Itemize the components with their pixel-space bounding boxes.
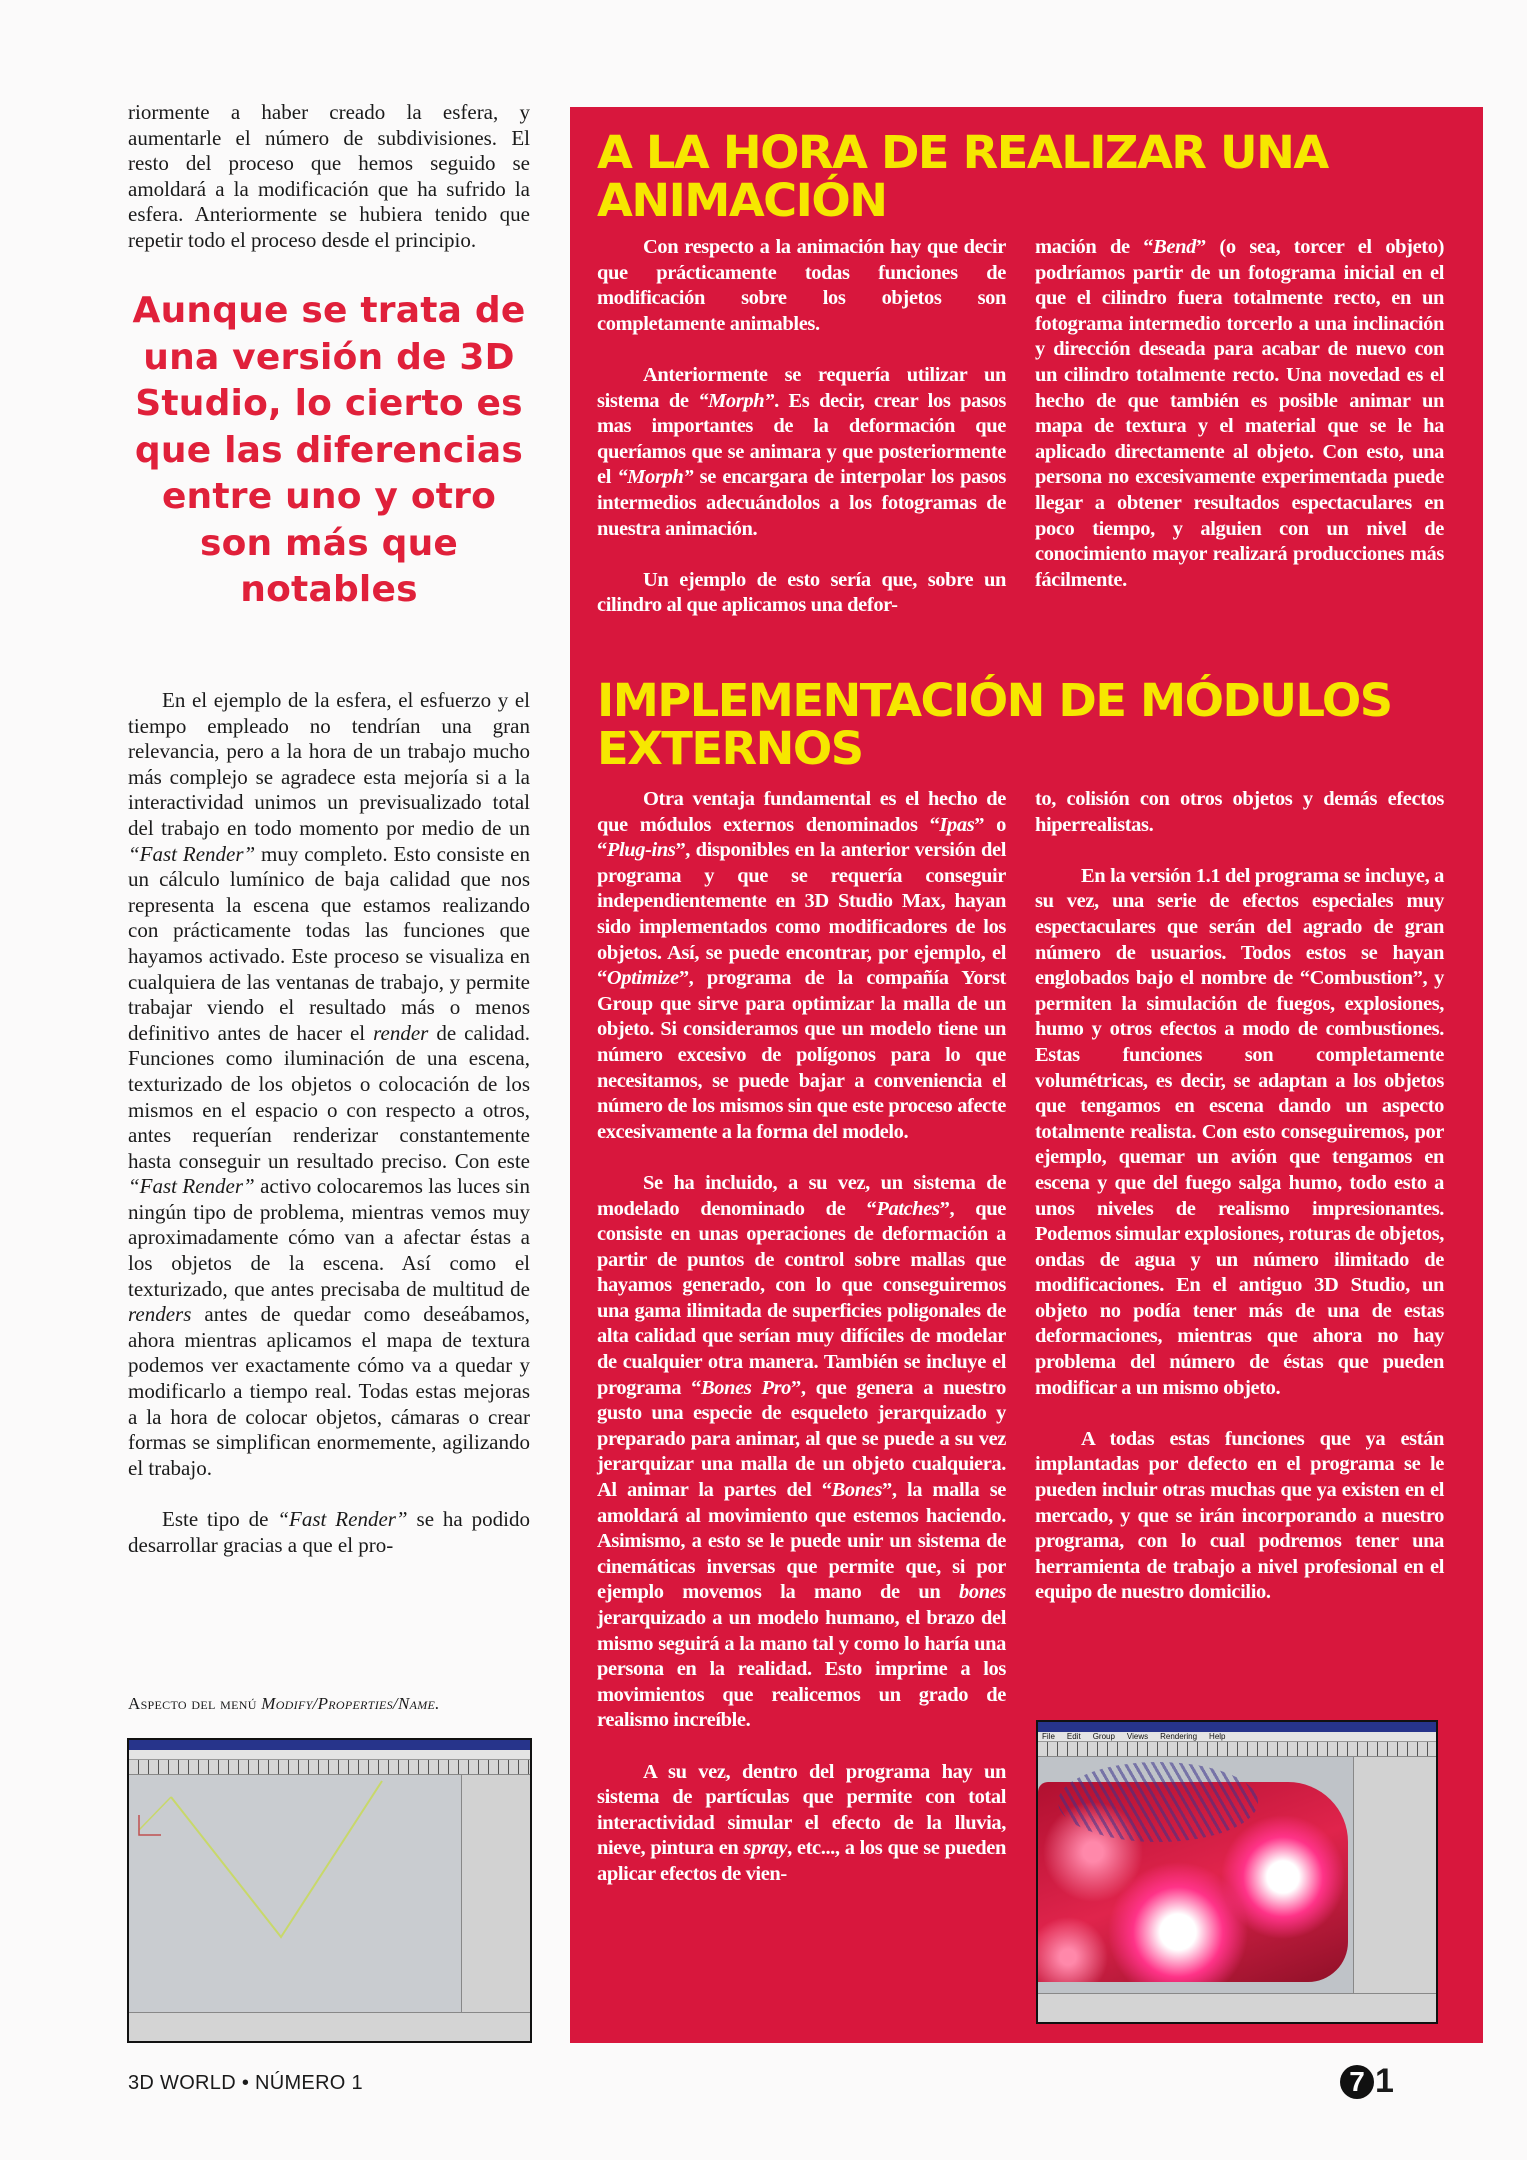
menu-item: Help: [1209, 1732, 1226, 1741]
spline-line: [171, 1781, 382, 1937]
paragraph: [597, 787, 1006, 1145]
text-run: mación de “: [1035, 236, 1154, 258]
text-run: ”, que genera a nuestro gusto una especie de esqueleto jerarquizado y preparado para animar, al que se puede a su vez jerarquizar una malla de un objeto cualquiera. Al animar la partes del “: [597, 1376, 1006, 1502]
text-run: ”, que consiste en unas operaciones de deformación a partir de puntos de control sobre mallas que hayamos generado, con lo que conseguiremos una gama ilimitada de superficies poligonales de alta calidad que serían muy difíciles de modelar de cualquier otra manera. También se incluye el programa “: [597, 1197, 1006, 1399]
section2-column-1: [597, 787, 1006, 1888]
sidebar-heading-animation: A LA HORA DE REALIZAR UNA ANIMACIÓN: [597, 126, 1328, 227]
viewport-spline: [129, 1775, 459, 2015]
text-run: ” (o sea, torcer el objeto) podríamos partir de un fotograma inicial en el que el cilindro fuera totalmente recto, en un fotograma intermedio torcerlo a una inclinación y dirección deseada para acabar de nuevo con un cilindro totalmente recto. Una novedad es el hecho de que también es posible animar un mapa de textura y el material que se le ha aplicado directamente al objeto. Con esto, una persona no excesivamente experimentada puede llegar a obtener resultados espectaculares en poco tiempo, y alguien con un nivel de conocimiento mayor realizará producciones más fácilmente.: [1035, 236, 1444, 591]
text-run: En el ejemplo de la esfera, el esfuerzo y el tiempo empleado no tendrían una gran relevancia, pero a la hora de un trabajo mucho más complejo se agradece esta mejoría si a la interactividad unimos un previsualizado total del trabajo en todo momento por medio de un: [128, 688, 530, 840]
window-titlebar: [129, 1740, 530, 1750]
sidebar-box: [570, 107, 1483, 2043]
caption-text: Aspecto del menú: [128, 1694, 262, 1713]
page-digit: 1: [1375, 2062, 1394, 2100]
caption-menu-path: Modify/Properties/Name.: [261, 1694, 440, 1713]
italic-term: “Fast Render”: [128, 841, 256, 866]
text-run: riormente a haber creado la esfera, y aumentarle el número de subdivisiones. El resto del proceso que hemos seguido se amoldará a la modificación que ha sufrido la esfera. Anteriormente se hubiera tenido que repetir todo el proceso desde el principio.: [128, 100, 530, 252]
status-bar: [129, 2012, 530, 2041]
italic-term: renders: [128, 1302, 192, 1327]
screenshot-modify-menu: [127, 1738, 532, 2043]
window-menubar: [1038, 1732, 1436, 1742]
paragraph: [597, 1171, 1006, 1734]
text-run: A su vez, dentro del programa hay un sistema de partículas que permite con total interactividad simular el efecto de la lluvia, nieve, pintura en: [597, 1760, 1006, 1860]
paragraph: [1035, 235, 1444, 593]
text-run: ”, programa de la compañía Yorst Group que sirve para optimizar la malla de un objeto. Si consideramos que un modelo tiene un número excesivo de polígonos para lo que necesitamos, se puede bajar a conveniencia el número de los mismos sin que este proceso afecte excesivamente a la forma del modelo.: [597, 967, 1006, 1143]
italic-term: “Morph”: [617, 466, 694, 489]
section1-column-1: [597, 235, 1006, 619]
spline-segment: [139, 1797, 171, 1830]
paragraph: [128, 688, 530, 1481]
paragraph: [128, 100, 530, 254]
italic-term: spray: [743, 1837, 788, 1860]
menu-item: File: [1042, 1732, 1055, 1741]
window-menubar: [129, 1750, 530, 1760]
italic-term: Plug-ins: [606, 839, 676, 862]
italic-term: Bones Pro: [701, 1376, 791, 1399]
text-run: Anteriormente se requería utilizar un sistema de: [597, 363, 1006, 412]
menu-item: Rendering: [1160, 1732, 1198, 1741]
footer-publication: 3D WORLD • NÚMERO 1: [128, 2072, 363, 2094]
paragraph: [1035, 787, 1444, 838]
figure-caption: [128, 1694, 440, 1714]
italic-term: “Fast Render”: [128, 1174, 255, 1199]
text-run: ” o “: [597, 813, 1006, 862]
window-toolbar: [129, 1760, 530, 1775]
screenshot-particles: [1036, 1720, 1438, 2024]
text-run: En la versión 1.1 del programa se incluye, a su vez, una serie de efectos especiales muy espectaculares que serán del agrado de gran número de usuarios. Todos estos se hayan englobados bajo el nombre de “Combustion”, y permiten la simulación de fuegos, explosiones, humo y otros efectos a modo de combustiones. Estas funciones son completamente volumétricas, es decir, se adaptan a los objetos que tengamos en escena dando un aspecto totalmente realista. Con esto conseguiremos, por ejemplo, quemar un avión que tengamos en escena y que del fuego salga humo, todo esto a unos niveles de realismo impresionantes. Podemos simular explosiones, roturas de objetos, ondas de agua y un número ilimitado de modificaciones. En el antiguo 3D Studio, un objeto no podía tener más de una de estas deformaciones, mientras que ahora no hay problema del número de éstas que pueden modificar a un mismo objeto.: [1035, 864, 1444, 1399]
section2-column-2: [1035, 787, 1444, 1606]
section1-column-2: [1035, 235, 1444, 593]
menu-item: Views: [1126, 1732, 1149, 1741]
text-run: muy completo. Esto consiste en un cálculo lumínico de baja calidad que nos representa la escena que estamos realizando con prácticamente todas las funciones que hayamos activado. Este proceso se visualiza en cualquiera de las ventanas de trabajo, y permite trabajar viendo el resultado más o menos definitivo antes de hacer el: [128, 841, 530, 1045]
page-digit-circled: 7: [1340, 2065, 1374, 2099]
pull-quote: Aunque se trata de una versión de 3D Studio, lo cierto es que las diferencias entre uno y otro son más que notables: [132, 290, 526, 610]
text-run: Otra ventaja fundamental es el hecho de que módulos externos denominados “: [597, 788, 1006, 836]
sidebar-heading-external-modules: IMPLEMENTACIÓN DE MÓDULOS EXTERNOS: [597, 674, 1392, 775]
text-run: Un ejemplo de esto sería que, sobre un cilindro al que aplicamos una defor-: [597, 568, 1006, 617]
italic-term: “Fast Render”: [277, 1507, 408, 1531]
left-body-text: [128, 688, 530, 1558]
text-run: Este tipo de: [162, 1507, 278, 1531]
italic-term: render: [373, 1020, 429, 1045]
window-titlebar: [1038, 1722, 1436, 1732]
text-run: ”, la malla se amoldará al movimiento que estemos haciendo. Asimismo, a esto se le puede unir un sistema de cinemáticas inversas que permite que, si por ejemplo movemos la mano de un: [597, 1479, 1006, 1604]
command-panel: [461, 1775, 530, 2013]
text-run: Con respecto a la animación hay que decir que prácticamente todas funciones de modificación sobre los objetos son completamente animables.: [597, 236, 1006, 335]
page-number: [1340, 2062, 1394, 2101]
italic-term: Ipas: [939, 813, 975, 836]
left-intro-text: [128, 100, 530, 254]
text-run: A todas estas funciones que ya están implantadas por defecto en el programa se le pueden incluir otras muchas que ya existen en el mercado, y que se irán incorporando a nuestro programa, con lo cual podremos tener una herramienta de trabajo a nivel profesional en el equipo de nuestro domicilio.: [1035, 1427, 1444, 1604]
text-run: se ha podido desarrollar gracias a que el pro-: [128, 1507, 530, 1557]
text-run: de calidad. Funciones como iluminación de una escena, texturizado de los objetos o colocación de los mismos en el espacio o con respecto a otros, antes requerían renderizar constantemente hasta conseguir un resultado preciso. Con este: [128, 1020, 531, 1173]
italic-term: Bend: [1153, 236, 1196, 258]
window-toolbar: [1038, 1742, 1436, 1757]
italic-term: bones: [959, 1581, 1006, 1604]
text-run: . Es decir, crear los pasos mas importantes de la deformación que queríamos que se animara y que posteriormente el: [597, 389, 1006, 489]
paragraph: [597, 363, 1006, 542]
text-run: antes de quedar como deseábamos, ahora mientras aplicamos el mapa de textura podemos ver exactamente cómo va a quedar y modificarlo a tiempo real. Todas estas mejoras a la hora de colocar objetos, cámaras o crear formas se simplifican enormemente, agilizando el trabajo.: [128, 1302, 530, 1480]
command-panel: [1353, 1757, 1436, 1994]
text-run: ”, disponibles en la anterior versión del programa y que se requería conseguir independientemente en 3D Studio Max, hayan sido implementados como modificadores de los objetos. Así, se puede encontrar, por ejemplo, el “: [597, 839, 1006, 990]
text-run: jerarquizado a un modelo humano, el brazo del mismo seguirá a la mano tal y como lo haría una persona en la realidad. Esto imprime a los movimientos que realicemos un grado de realismo increíble.: [597, 1607, 1006, 1732]
italic-term: Optimize: [606, 967, 679, 990]
paragraph: [1035, 864, 1444, 1401]
text-run: Se ha incluido, a su vez, un sistema de modelado denominado de “: [597, 1171, 1006, 1220]
menu-item: Group: [1092, 1732, 1115, 1741]
italic-term: Bones: [831, 1479, 883, 1502]
paragraph: [597, 235, 1006, 337]
text-run: activo colocaremos las luces sin ningún tipo de problema, mientras vemos muy aproximadamente cómo van a afectar éstas a los objetos de la escena. Así como el texturizado, que antes precisaba de multitud de: [128, 1174, 530, 1301]
text-run: , etc..., a los que se pueden aplicar efectos de vien-: [597, 1837, 1006, 1885]
italic-term: Patches: [876, 1197, 940, 1220]
paragraph: [597, 1760, 1006, 1888]
menu-item: Edit: [1066, 1732, 1081, 1741]
paragraph: [597, 568, 1006, 619]
paragraph: [1035, 1427, 1444, 1606]
text-run: se encargara de interpolar los pasos intermedios adecuándolos a los fotogramas de nuestra animación.: [597, 466, 1006, 540]
text-run: to, colisión con otros objetos y demás efectos hiperrealistas.: [1035, 788, 1444, 836]
status-bar: [1038, 1993, 1436, 2022]
italic-term: “Morph”: [698, 389, 775, 412]
paragraph: [128, 1507, 530, 1558]
particle-spray: [1058, 1762, 1258, 1842]
